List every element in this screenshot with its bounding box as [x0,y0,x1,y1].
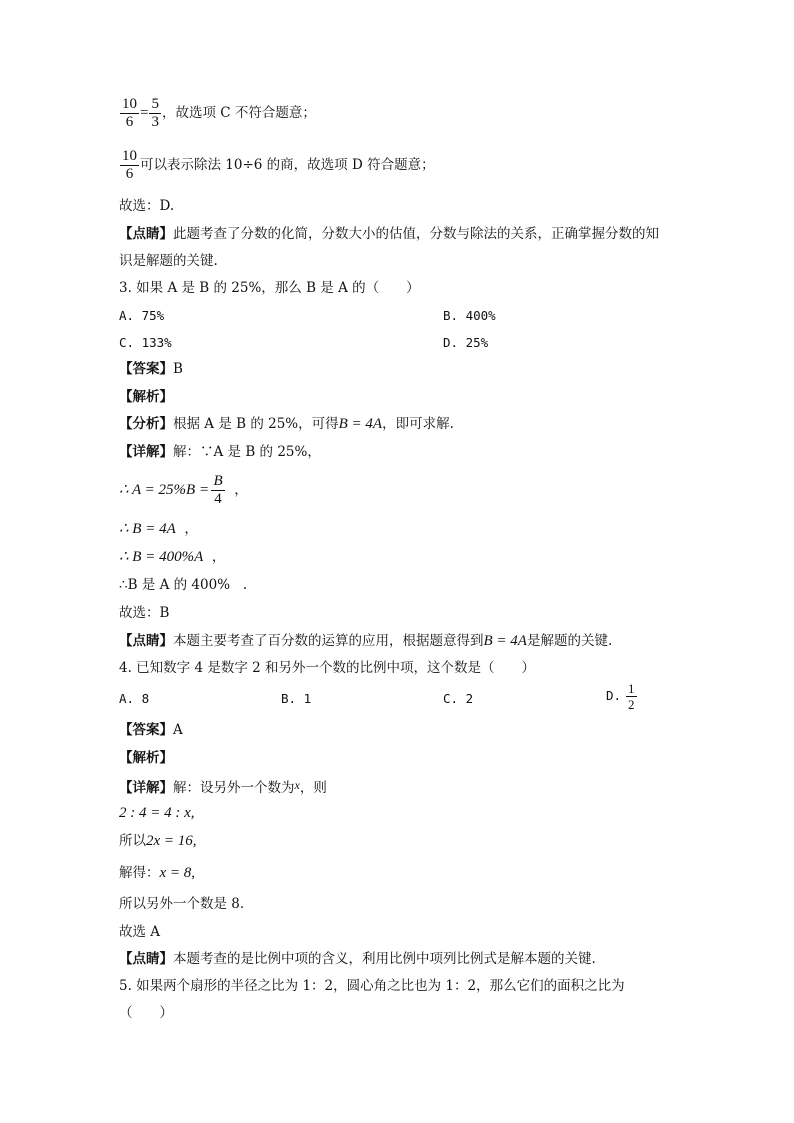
q3-analysis-label: 【解析】 [119,389,173,405]
question-4-stem: 4. 已知数字 4 是数字 2 和另外一个数的比例中项，这个数是（ ） [119,660,536,676]
dianjing-text: 此题考查了分数的化简，分数大小的估值，分数与除法的关系，正确掌握分数的知 [173,226,659,242]
q3-step-3: ∴ B = 400%A ， [119,549,226,565]
dianjing-line [119,225,659,243]
question-5-stem-2: （ ） [119,1005,173,1021]
q4-analysis-label: 【解析】 [119,750,173,766]
fraction-1-2: $\frac{1}{2}$ [628,681,635,712]
q4-detail-line: 【详解】解：设另外一个数为x，则 [119,778,327,796]
q3-fenxi-line [119,415,454,433]
q3-step-1: ∴ A = 25%B = $\frac{B}{4}$ ， [119,473,248,507]
detail-text: 解：∵A 是 B 的 25%， [173,444,321,460]
q3-option-a: A. 75% [119,308,165,323]
q4-eq-2: 所以2x = 16, [119,833,197,849]
answer-value: B [173,361,183,377]
q4-choose-line: 故选 A [119,924,161,940]
q3-option-b: B. 400% [443,308,496,323]
fenxi-math: B = 4A [338,416,383,432]
fraction-5-3: $\frac{5}{3}$ [151,96,159,130]
q4-answer-line [119,721,183,739]
question-3-stem: 3. 如果 A 是 B 的 25%，那么 B 是 A 的（ ） [119,280,420,296]
fenxi-label: 【分析】 [119,416,173,432]
q4-dianjing-line: 【点睛】本题考查的是比例中项的含义，利用比例中项列比例式是解本题的关键. [119,951,596,967]
q4-eq-3: 解得：x = 8, [119,865,196,881]
solution-line-2 [119,148,435,183]
dianjing-label: 【点睛】 [119,633,173,649]
fenxi-text: 根据 A 是 B 的 25%，可得 [173,416,339,432]
solution-line-1 [119,96,316,131]
fraction-b-4: $\frac{B}{4}$ [213,473,223,507]
q3-answer-line [119,360,183,378]
question-5-stem: 5. 如果两个扇形的半径之比为 1：2，圆心角之比也为 1：2，那么它们的面积之比为 [119,978,625,994]
dianjing-label: 【点睛】 [119,951,173,967]
answer-label: 【答案】 [119,722,173,738]
choose-line: 故选：D. [119,198,175,214]
step1-math: ∴ A = 25%B = [119,482,210,498]
line-text: 可以表示除法 10÷6 的商，故选项 D 符合题意； [140,157,435,173]
q3-choose-line: 故选：B [119,605,170,621]
answer-label: 【答案】 [119,361,173,377]
equals-sign: = [140,105,149,121]
dianjing-label: 【点睛】 [119,226,173,242]
answer-value: A [173,722,183,738]
q4-option-c: C. 2 [443,691,474,706]
fraction-10-6: $\frac{10}{6}$ [122,96,137,130]
dianjing-line-2: 识是解题的关键. [119,253,218,269]
q4-eq-1: 2 : 4 = 4 : x, [119,805,195,821]
detail-label: 【详解】 [119,780,173,796]
q4-option-d: D. $\frac{1}{2}$ [606,681,635,712]
q3-dianjing-line: 【点睛】本题主要考查了百分数的运算的应用，根据题意得到B = 4A是解题的关键. [119,633,613,649]
q3-detail-line [119,443,321,461]
fraction-10-6: $\frac{10}{6}$ [122,148,137,182]
q3-step-2: ∴ B = 4A ， [119,521,198,537]
q4-option-b: B. 1 [281,691,312,706]
q3-option-d: D. 25% [443,335,489,350]
detail-label: 【详解】 [119,444,173,460]
q4-result-line: 所以另外一个数是 8. [119,896,245,912]
fenxi-tail: ，即可求解. [382,416,454,432]
q3-step-4: ∴B 是 A 的 400% . [119,577,248,593]
line-text: ，故选项 C 不符合题意； [161,105,316,121]
q4-option-a: A. 8 [119,691,150,706]
q3-option-c: C. 133% [119,335,172,350]
